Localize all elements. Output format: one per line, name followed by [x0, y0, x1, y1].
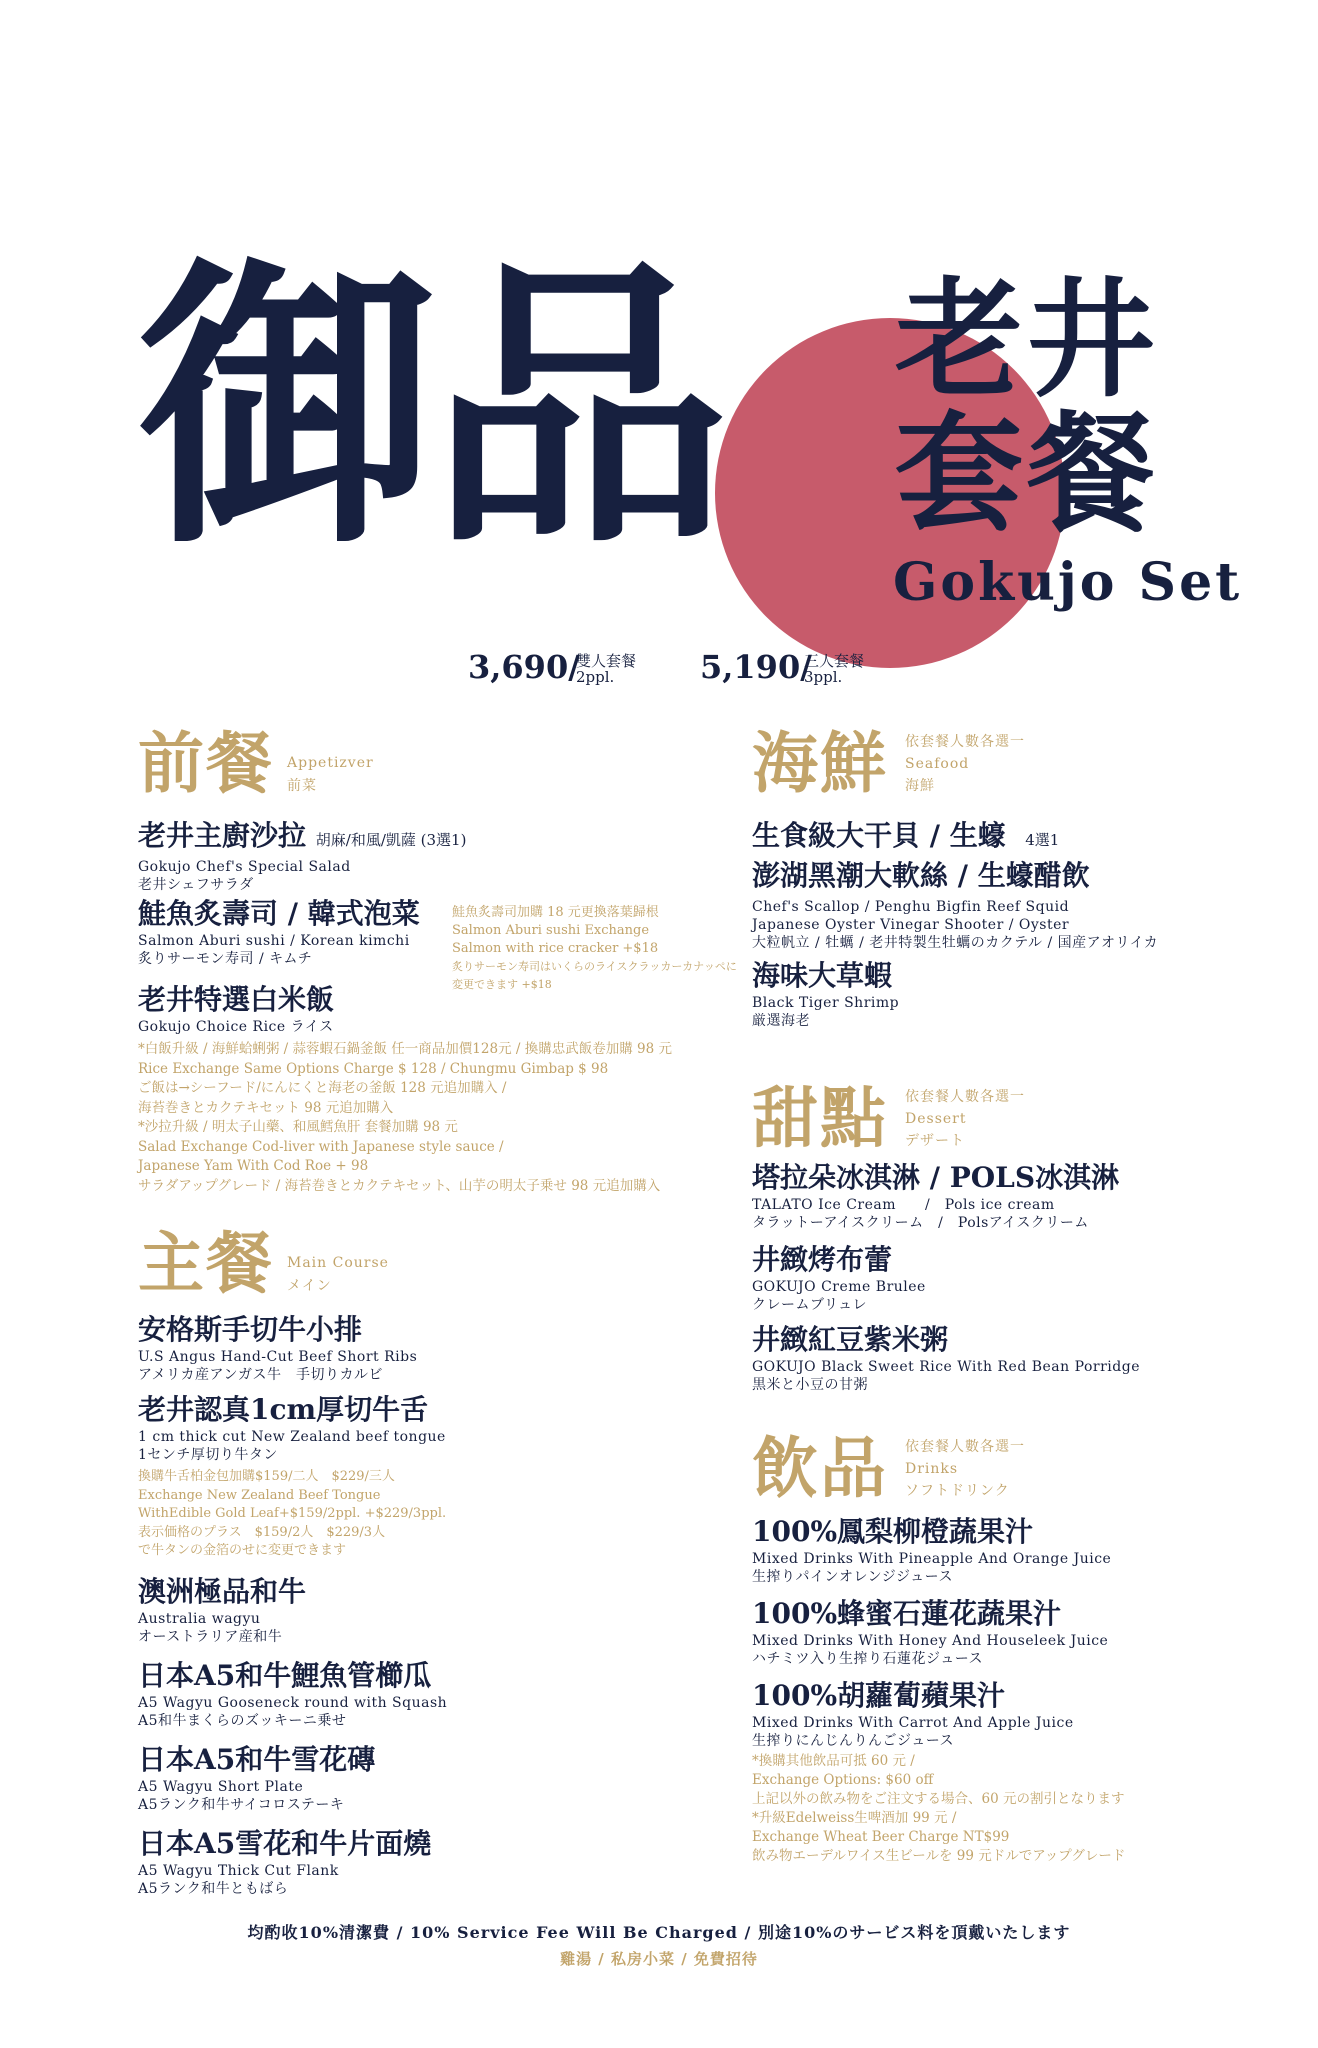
main-course-jp: メイン: [287, 1278, 332, 1294]
price-2ppl-label: 雙人套餐: [576, 652, 637, 670]
dessert-item-ice-cream: 塔拉朵冰淇淋 / POLS冰淇淋 TALATO Ice Cream / Pols ice cream タラットーアイスクリーム / Polsアイスクリーム: [752, 1161, 1120, 1231]
appetizer-item-rice: 老井特選白米飯 Gokujo Choice Rice ライス: [138, 983, 335, 1035]
main-item-beef-tongue: 老井認真1cm厚切牛舌 1 cm thick cut New Zealand beef tongue 1センチ厚切り牛タン: [138, 1393, 446, 1463]
appetizer-title: 前餐: [138, 724, 274, 802]
drinks-item-honey: 100%蜂蜜石蓮花蔬果汁 Mixed Drinks With Honey And Houseleek Juice ハチミツ入り生搾り石蓮花ジュース: [752, 1597, 1109, 1667]
price-2ppl: 3,690/: [468, 648, 580, 686]
main-item-aus-wagyu: 澳洲極品和牛 Australia wagyu オーストラリア産和牛: [138, 1575, 307, 1645]
price-3ppl-label: 三人套餐: [804, 652, 865, 670]
title-main: 御品: [138, 231, 722, 584]
title-side-line2: 套餐: [895, 399, 1160, 549]
service-fee-note: 均酌收10%清潔費 / 10% Service Fee Will Be Charged / 別途10%のサービス料を頂戴いたします: [247, 1923, 1071, 1942]
seafood-en: Seafood: [905, 756, 970, 772]
drinks-notes: *換購其他飲品可抵 60 元 / Exchange Options: $60 off 上記以外の飲み物をご注文する場合、60 元の割引となります *升級Edelweiss生啤酒加 99 元 / Exchange Wheat Beer Charge NT$99 飲み物エーデルワイス生ビールを 99 元ドルでアップグレード: [752, 1753, 1126, 1864]
appetizer-jp: 前菜: [287, 778, 317, 794]
dessert-title: 甜點: [752, 1079, 888, 1157]
main-item-a5-short-plate: 日本A5和牛雪花磚 A5 Wagyu Short Plate A5ランク和牛サイコロステーキ: [138, 1743, 376, 1813]
dessert-jp: デザート: [905, 1133, 965, 1149]
appetizer-item-salad: 老井主廚沙拉 胡麻/和風/凱薩 (3選1) Gokujo Chef's Special Salad 老井シェフサラダ: [138, 819, 467, 893]
appetizer-upgrade-notes: *白飯升級 / 海鮮蛤蜊粥 / 蒜蓉蝦石鍋釜飯 任一商品加價128元 / 換購忠武飯卷加購 98 元 Rice Exchange Same Options Charge $ 128 / Chungmu Gimbap $ 98 ご飯は→シーフード/にんにくと海老の釜飯 128 元追加購入 / 海苔巻きとカクテキセット 98 元追加購入 *沙拉升級 / 明太子山藥、和風鱈魚肝 套餐加購 98 元 Salad Exchange Cod-liver with Japanese style sauce / Japanese Yam With Cod Roe + 98 サラダアップグレード / 海苔巻きとカクテキセット、山芋の明太子乗せ 98 元追加購入: [138, 1041, 672, 1194]
seafood-note: 依套餐人數各選一: [905, 734, 1025, 750]
title-en: Gokujo Set: [893, 552, 1243, 613]
beef-tongue-note: 換購牛舌柏金包加購$159/二人 $229/三人 Exchange New Zealand Beef Tongue WithEdible Gold Leaf+$159/2ppl. +$229/3ppl. 表示価格のプラス $159/2人 $229/3人 で牛タンの金箔のせに変更できます: [138, 1469, 447, 1558]
salmon-side-note: 鮭魚炙壽司加購 18 元更換落葉歸根 Salmon Aburi sushi Exchange Salmon with rice cracker +$18 炙りサーモン寿司はいくらのライスクラッカーカナッペに 変更できます +$18: [452, 905, 737, 991]
main-item-a5-gooseneck: 日本A5和牛鯉魚管櫛瓜 A5 Wagyu Gooseneck round with Squash A5和牛まくらのズッキーニ乗せ: [138, 1659, 448, 1729]
complimentary-note: 雞湯 / 私房小菜 / 免費招待: [560, 1950, 758, 1968]
price-3ppl-unit: 3ppl.: [804, 668, 843, 686]
seafood-title: 海鮮: [752, 724, 888, 802]
drinks-jp: ソフトドリンク: [905, 1483, 1010, 1499]
dessert-note: 依套餐人數各選一: [905, 1089, 1025, 1105]
seafood-jp: 海鮮: [905, 778, 935, 794]
dessert-item-porridge: 井緻紅豆紫米粥 GOKUJO Black Sweet Rice With Red Bean Porridge 黒米と小豆の甘粥: [752, 1323, 1140, 1393]
seafood-item-shrimp: 海味大草蝦 Black Tiger Shrimp 厳選海老: [752, 959, 900, 1029]
appetizer-item-salmon: 鮭魚炙壽司 / 韓式泡菜 Salmon Aburi sushi / Korean kimchi 炙りサーモン寿司 / キムチ: [138, 897, 420, 967]
seafood-item-scallop: 生食級大干貝 / 生蠔 4選1 澎湖黑潮大軟絲 / 生蠔醋飲 Chef's Scallop / Penghu Bigfin Reef Squid Japanese Oyster Vinegar Shooter / Oyster 大粒帆立 / 牡蠣 / 老井特製生牡蠣のカクテル / 国産アオリイカ: [752, 819, 1159, 951]
drinks-note: 依套餐人數各選一: [905, 1439, 1025, 1455]
main-course-en: Main Course: [287, 1255, 389, 1271]
dessert-en: Dessert: [905, 1111, 967, 1127]
main-course-title: 主餐: [138, 1224, 274, 1302]
drinks-item-pineapple: 100%鳳梨柳橙蔬果汁 Mixed Drinks With Pineapple And Orange Juice 生搾りパインオレンジジュース: [752, 1515, 1112, 1585]
price-3ppl: 5,190/: [700, 648, 812, 686]
appetizer-en: Appetizver: [287, 755, 374, 771]
drinks-en: Drinks: [905, 1461, 959, 1477]
price-2ppl-unit: 2ppl.: [576, 668, 615, 686]
dessert-item-brulee: 井緻烤布蕾 GOKUJO Creme Brulee クレームブリュレ: [752, 1243, 926, 1313]
main-item-short-ribs: 安格斯手切牛小排 U.S Angus Hand-Cut Beef Short Ribs アメリカ産アンガス牛 手切りカルビ: [138, 1313, 418, 1383]
main-item-a5-flank: 日本A5雪花和牛片面燒 A5 Wagyu Thick Cut Flank A5ランク和牛ともばら: [138, 1827, 432, 1897]
drinks-title: 飲品: [752, 1429, 888, 1507]
drinks-item-carrot: 100%胡蘿蔔蘋果汁 Mixed Drinks With Carrot And Apple Juice 生搾りにんじんりんごジュース: [752, 1679, 1074, 1749]
title-side-line1: 老井: [895, 265, 1160, 415]
